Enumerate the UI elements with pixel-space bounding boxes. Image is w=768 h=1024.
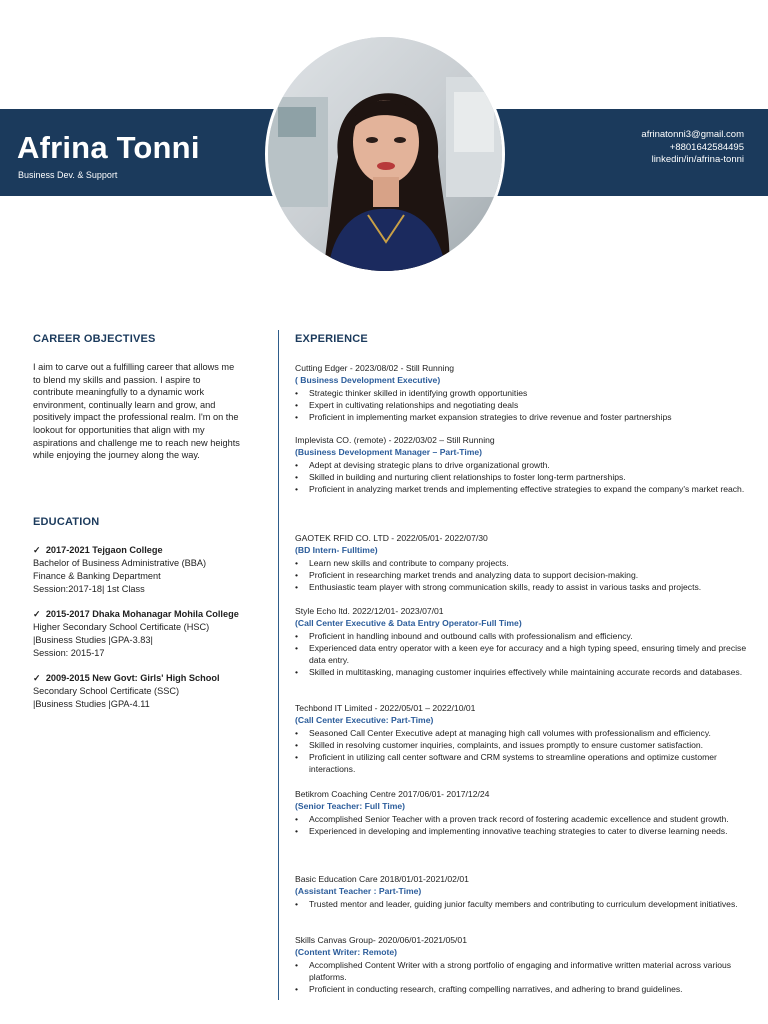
experience-bullet: • Skilled in building and nurturing client relationships to foster long-term partnerships. <box>295 471 750 483</box>
experience-bullet: • Proficient in utilizing call center software and CRM systems to streamline operations and optimize customer interactions. <box>295 751 750 776</box>
experience-item <box>295 702 750 776</box>
experience-item <box>295 788 750 837</box>
experience-bullet: • Proficient in conducting research, crafting compelling narratives, and adhering to brand guidelines. <box>295 983 750 995</box>
email-text[interactable]: afrinatonni3@gmail.com <box>641 129 744 140</box>
profile-photo <box>268 37 502 271</box>
experience-role: ( Business Development Executive) <box>295 375 441 386</box>
experience-bullet: • Trusted mentor and leader, guiding junior faculty members and contributing to curriculum development initiatives. <box>295 898 750 910</box>
experience-role: (Content Writer: Remote) <box>295 947 398 958</box>
experience-bullet: • Skilled in multitasking, managing customer inquiries effectively while maintaining accurate records and databases. <box>295 666 750 678</box>
column-divider <box>278 330 279 1000</box>
experience-role: (Assistant Teacher : Part-Time) <box>295 886 422 897</box>
experience-company: Implevista CO. (remote) - 2022/03/02 – Still Running <box>295 435 495 445</box>
experience-bullet: • Enthusiastic team player with strong communication skills, ready to assist in various tasks and projects. <box>295 581 750 593</box>
experience-bullet: • Proficient in analyzing market trends and implementing effective strategies to expand the company's market reach. <box>295 483 750 495</box>
linkedin-text[interactable]: linkedin/in/afrina-tonni <box>651 154 744 165</box>
education-title: ✓ 2009-2015 New Govt: Girls' High School <box>33 673 220 683</box>
education-line: |Business Studies |GPA-4.11 <box>33 699 150 709</box>
experience-bullet: • Accomplished Senior Teacher with a proven track record of fostering academic excellence and student growth. <box>295 813 750 825</box>
experience-bullet: • Learn new skills and contribute to company projects. <box>295 557 750 569</box>
candidate-role: Business Dev. & Support <box>18 170 118 180</box>
phone-text[interactable]: +8801642584495 <box>669 141 744 153</box>
experience-item <box>295 873 750 910</box>
experience-bullet: • Skilled in resolving customer inquiries, complaints, and issues promptly to ensure customer satisfaction. <box>295 739 750 751</box>
education-line: Finance & Banking Department <box>33 571 161 581</box>
education-item <box>33 672 273 711</box>
career-objectives-heading: CAREER OBJECTIVES <box>33 333 156 345</box>
education-line: Session: 2015-17 <box>33 648 105 658</box>
education-line: Secondary School Certificate (SSC) <box>33 686 180 696</box>
experience-company: Skills Canvas Group- 2020/06/01-2021/05/01 <box>295 935 467 945</box>
contact-block <box>641 129 744 167</box>
experience-company: Basic Education Care 2018/01/01-2021/02/01 <box>295 874 469 884</box>
experience-role: (Call Center Executive: Part-Time) <box>295 715 434 726</box>
education-line: Bachelor of Business Administrative (BBA) <box>33 558 207 568</box>
experience-role: (BD Intern- Fulltime) <box>295 545 378 556</box>
experience-item <box>295 362 750 423</box>
experience-item <box>295 934 750 995</box>
education-heading: EDUCATION <box>33 516 100 528</box>
experience-company: Style Echo ltd. 2022/12/01- 2023/07/01 <box>295 606 444 616</box>
experience-bullet: • Proficient in implementing market expansion strategies to drive revenue and foster partnerships <box>295 411 750 423</box>
experience-bullet: • Strategic thinker skilled in identifying growth opportunities <box>295 387 750 399</box>
candidate-name: Afrina Tonni <box>17 130 200 165</box>
education-title: ✓ 2017-2021 Tejgaon College <box>33 545 163 555</box>
experience-bullet: • Accomplished Content Writer with a strong portfolio of engaging and informative written material across various platforms. <box>295 959 750 984</box>
experience-bullet: • Seasoned Call Center Executive adept at managing high call volumes with professionalism and efficiency. <box>295 727 750 739</box>
career-objectives-text: I aim to carve out a fulfilling career that allows me to blend my skills and passion. I aspire to contribute meaningfully to a dynamic work environment, continually learn and grow, and positively impact the professional realm. I'm on the lookout for opportunities that align with my aspirations and challenge me to reach new heights while enjoying the journey along the way. <box>33 362 240 461</box>
experience-bullet: • Proficient in handling inbound and outbound calls with professionalism and efficiency. <box>295 630 750 642</box>
education-title: ✓ 2015-2017 Dhaka Mohanagar Mohila College <box>33 609 239 619</box>
education-line: Session:2017-18| 1st Class <box>33 584 145 594</box>
experience-company: Techbond IT Limited - 2022/05/01 – 2022/10/01 <box>295 703 476 713</box>
experience-company: Betikrom Coaching Centre 2017/06/01- 2017/12/24 <box>295 789 490 799</box>
experience-bullet: • Expert in cultivating relationships and negotiating deals <box>295 399 750 411</box>
experience-heading: EXPERIENCE <box>295 333 368 345</box>
experience-role: (Senior Teacher: Full Time) <box>295 801 405 812</box>
experience-item <box>295 532 750 593</box>
experience-bullet: • Adept at devising strategic plans to drive organizational growth. <box>295 459 750 471</box>
experience-company: Cutting Edger - 2023/08/02 - Still Running <box>295 363 455 373</box>
education-line: |Business Studies |GPA-3.83| <box>33 635 153 645</box>
experience-role: (Call Center Executive & Data Entry Operator-Full Time) <box>295 618 522 629</box>
experience-role: (Business Development Manager – Part-Time) <box>295 447 483 458</box>
experience-bullet: • Experienced data entry operator with a keen eye for accuracy and a high typing speed, ensuring timely and precise data entry. <box>295 642 750 667</box>
education-item <box>33 544 273 596</box>
experience-bullet: • Proficient in researching market trends and analyzing data to support decision-making. <box>295 569 750 581</box>
experience-item <box>295 434 750 495</box>
experience-company: GAOTEK RFID CO. LTD - 2022/05/01- 2022/07/30 <box>295 533 488 543</box>
experience-item <box>295 605 750 679</box>
experience-bullet: • Experienced in developing and implementing innovative teaching strategies to cater to diverse learning needs. <box>295 825 750 837</box>
education-line: Higher Secondary School Certificate (HSC) <box>33 622 210 632</box>
education-item <box>33 608 273 660</box>
